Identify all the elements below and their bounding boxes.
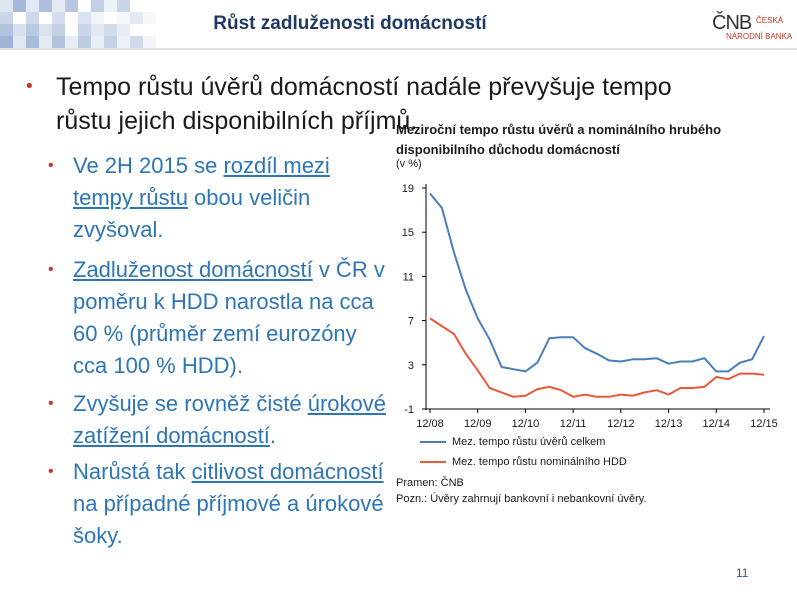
legend-item-loans xyxy=(420,436,605,448)
x-tick-label: 12/10 xyxy=(511,418,540,430)
logo-line1: ČESKÁ xyxy=(756,16,784,25)
x-tick-label: 12/14 xyxy=(702,418,731,430)
y-tick-label: 7 xyxy=(407,315,414,328)
x-tick-label: 12/12 xyxy=(607,418,635,430)
logo-mark: ČNB xyxy=(712,12,752,34)
bullet-marker: • xyxy=(48,463,54,480)
legend-swatch-red xyxy=(420,461,446,463)
page-title: Růst zadluženosti domácností xyxy=(213,13,487,34)
x-tick-label: 12/13 xyxy=(654,418,683,430)
sub-bullet-text: Zvyšuje se rovněž čisté xyxy=(73,391,308,416)
underlined-term: úrokové zatížení domácností xyxy=(73,391,387,448)
x-tick-label: 12/09 xyxy=(463,418,492,430)
bullet-marker: • xyxy=(48,261,54,278)
chart-title: Meziroční tempo růstu úvěrů a nominálního hrubého disponibilního důchodu domácností xyxy=(396,122,722,157)
underlined-term: rozdíl mezi tempy růstu xyxy=(73,153,330,210)
legend-item-income xyxy=(420,456,627,468)
bullet-marker: • xyxy=(48,157,54,174)
page-number: 11 xyxy=(736,566,749,580)
sub-bullet-text: na případné příjmové a úrokové šoky. xyxy=(73,491,384,548)
y-tick-label: 19 xyxy=(401,183,414,195)
logo-line2: NÁRODNÍ BANKA xyxy=(726,32,793,41)
x-tick-label: 12/11 xyxy=(559,418,587,430)
y-tick-label: 15 xyxy=(401,227,414,240)
sub-bullet-text: obou veličin zvyšoval. xyxy=(73,185,311,242)
series-line-income xyxy=(430,318,764,396)
chart-unit-label: (v %) xyxy=(396,158,422,170)
x-tick-label: 12/15 xyxy=(750,418,778,430)
chart-note: Pozn.: Úvěry zahrnují bankovní i nebankovní úvěry. xyxy=(396,493,647,505)
underlined-term: citlivost domácností xyxy=(191,459,384,484)
bullet-marker: • xyxy=(48,395,54,412)
sub-bullet-text: Narůstá tak xyxy=(73,459,192,484)
y-tick-label: 11 xyxy=(402,271,414,284)
sub-bullet-text: . xyxy=(269,423,277,448)
legend-label: Mez. tempo růstu úvěrů celkem xyxy=(452,436,606,448)
x-tick-label: 12/08 xyxy=(416,418,444,430)
sub-bullet-text: Ve 2H 2015 se xyxy=(73,153,224,178)
underlined-term: Zadluženost domácností xyxy=(73,257,313,282)
main-bullet-text: Tempo růstu úvěrů domácností nadále převyšuje tempo růstu jejich disponibilních příjmů. xyxy=(56,73,672,135)
bullet-marker: • xyxy=(26,76,33,97)
chart-source: Pramen: ČNB xyxy=(396,477,464,489)
series-line-loans xyxy=(430,194,764,372)
legend-label: Mez. tempo růstu nominálního HDD xyxy=(452,456,627,468)
y-tick-label: 3 xyxy=(407,359,414,372)
sub-bullet-text: v ČR v poměru k HDD narostla na cca 60 % (průměr zemí eurozóny cca 100 % HDD). xyxy=(73,257,385,378)
legend-swatch-blue xyxy=(420,441,446,443)
y-tick-label: -1 xyxy=(404,404,414,416)
